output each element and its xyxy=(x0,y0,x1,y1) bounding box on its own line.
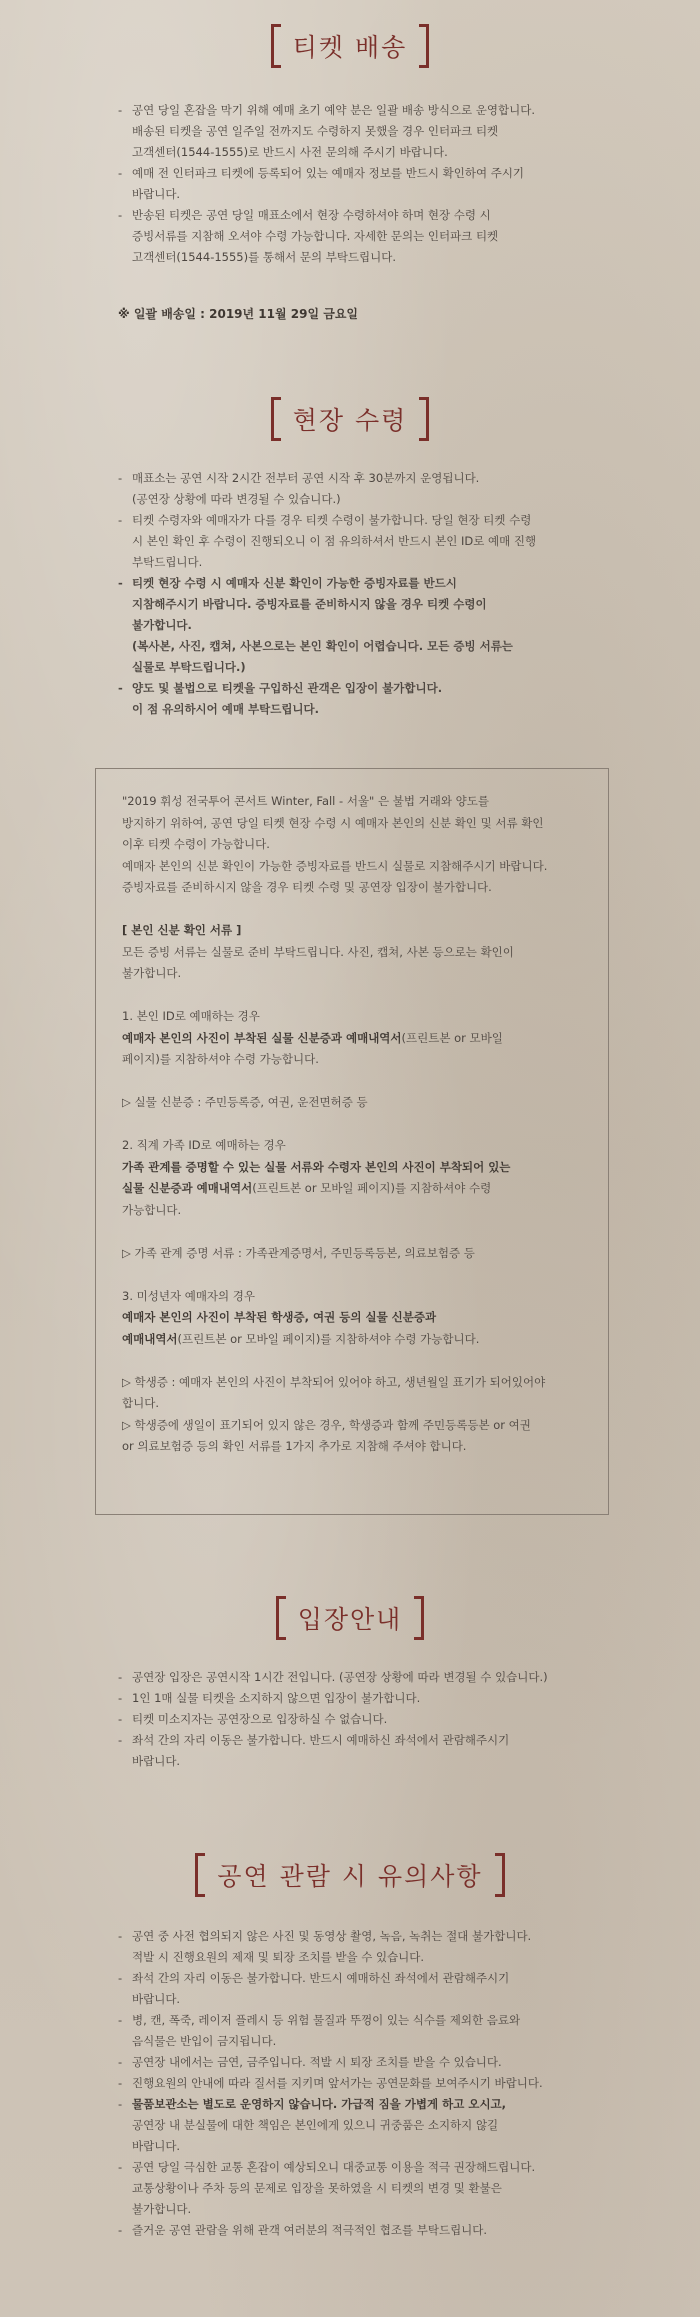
notice-case3-rest: (프린트본 or 모바일 페이지)를 지참하셔야 수령 가능합니다. xyxy=(177,1331,480,1346)
entry-title-wrap xyxy=(0,1596,700,1640)
delivery-item-3-line-1: - 반송된 티켓은 공연 당일 매표소에서 현장 수령하셔야 하며 현장 수령 시 xyxy=(132,208,491,222)
caution-item-8-line-1: - 즐거운 공연 관람을 위해 관객 여러분의 적극적인 협조를 부탁드립니다. xyxy=(132,2223,488,2237)
notice-case3-line-2 xyxy=(122,1329,584,1351)
entry-item-2 xyxy=(118,1688,588,1709)
pickup-item-1-line-2: (공연장 상황에 따라 변경될 수 있습니다.) xyxy=(132,492,341,506)
cautions-title-wrap xyxy=(0,1853,700,1897)
pickup-item-4-line-2: 이 점 유의하시어 예매 부탁드립니다. xyxy=(132,702,320,716)
notice-case1-title: 1. 본인 ID로 예매하는 경우 xyxy=(122,1009,260,1023)
notice-intro-line-2: 방지하기 위하여, 공연 당일 티켓 현장 수령 시 예매자 본인의 신분 확인 및 서류 확인 xyxy=(122,815,544,830)
notice-intro-line-4: 예매자 본인의 신분 확인이 가능한 증빙자료를 반드시 실물로 지참해주시기 바랍니다. xyxy=(122,858,548,873)
notice-docs-desc-line-2: 불가합니다. xyxy=(122,966,182,980)
pickup-item-3-line-5: 실물로 부탁드립니다.) xyxy=(132,660,246,674)
caution-item-4-line-1: - 공연장 내에서는 금연, 금주입니다. 적발 시 퇴장 조치를 받을 수 있습니다. xyxy=(132,2055,502,2069)
notice-case1-line-2: 페이지)를 지참하셔야 수령 가능합니다. xyxy=(122,1052,319,1066)
notice-case2-rest: (프린트본 or 모바일 페이지)를 지참하셔야 수령 xyxy=(252,1181,492,1195)
caution-item-4 xyxy=(118,2052,588,2073)
entry-item-4-line-1: - 좌석 간의 자리 이동은 불가합니다. 반드시 예매하신 좌석에서 관람해주시기 xyxy=(132,1733,510,1747)
pickup-item-2-line-1: - 티켓 수령자와 예매자가 다를 경우 티켓 수령이 불가합니다. 당일 현장 티켓 수령 xyxy=(132,513,532,527)
delivery-title: 티켓 배송 xyxy=(271,24,430,68)
caution-item-1 xyxy=(118,1926,588,1968)
pickup-item-3-line-4: (복사본, 사진, 캡쳐, 사본으로는 본인 확인이 어렵습니다. 모든 증빙 서류는 xyxy=(132,639,513,653)
pickup-item-4 xyxy=(118,678,588,720)
notice-case3-example-line-1: ▷ 학생증 : 예매자 본인의 사진이 부착되어 있어야 하고, 생년월일 표기가 되어있어야 xyxy=(122,1374,546,1389)
notice-case3-example-line-2: 합니다. xyxy=(122,1396,159,1410)
pickup-item-1 xyxy=(118,468,588,510)
entry-item-1 xyxy=(118,1667,588,1688)
delivery-item-1-line-2: 배송된 티켓을 공연 일주일 전까지도 수령하지 못했을 경우 인터파크 티켓 xyxy=(132,124,499,138)
pickup-item-3-line-2: 지참해주시기 바랍니다. 증빙자료를 준비하시지 않을 경우 티켓 수령이 xyxy=(132,597,487,611)
entry-item-4-line-2: 바랍니다. xyxy=(132,1754,181,1768)
notice-docs-desc-line-1: 모든 증빙 서류는 실물로 준비 부탁드립니다. 사진, 캡쳐, 사본 등으로는 확인이 xyxy=(122,944,514,959)
notice-case3-title: 3. 미성년자 예매자의 경우 xyxy=(122,1288,256,1303)
notice-case1-line-1 xyxy=(122,1028,584,1050)
delivery-item-3 xyxy=(118,205,588,268)
caution-item-2-line-1: - 좌석 간의 자리 이동은 불가합니다. 반드시 예매하신 좌석에서 관람해주시기 xyxy=(132,1971,510,1985)
pickup-list xyxy=(118,468,588,720)
caution-item-3-line-2: 음식물은 반입이 금지됩니다. xyxy=(132,2034,277,2048)
caution-item-1-line-1: - 공연 중 사전 협의되지 않은 사진 및 동영상 촬영, 녹음, 녹취는 절대 불가합니다. xyxy=(132,1929,532,1943)
caution-item-6-line-3: 바랍니다. xyxy=(132,2139,181,2153)
notice-case2-title: 2. 직계 가족 ID로 예매하는 경우 xyxy=(122,1138,286,1152)
entry-item-2-line-1: - 1인 1매 실물 티켓을 소지하지 않으면 입장이 불가합니다. xyxy=(132,1691,421,1705)
pickup-title: 현장 수령 xyxy=(271,397,430,441)
caution-item-2 xyxy=(118,1968,588,2010)
notice-case2-line-1: 가족 관계를 증명할 수 있는 실물 서류와 수령자 본인의 사진이 부착되어 있는 xyxy=(122,1159,511,1174)
notice-case3-line-1: 예매자 본인의 사진이 부착된 학생증, 여권 등의 실물 신분증과 xyxy=(122,1310,437,1324)
pickup-item-3 xyxy=(118,573,588,678)
delivery-item-1 xyxy=(118,100,588,163)
caution-item-6 xyxy=(118,2094,588,2157)
caution-item-7 xyxy=(118,2157,588,2220)
delivery-item-2-line-1: - 예매 전 인터파크 티켓에 등록되어 있는 예매자 정보를 반드시 확인하여 주시기 xyxy=(132,166,525,180)
notice-case2-bold: 실물 신분증과 예매내역서 xyxy=(122,1181,253,1195)
caution-item-3-line-1: - 병, 캔, 폭죽, 레이저 플레시 등 위험 물질과 뚜껑이 있는 식수를 제외한 음료와 xyxy=(132,2013,521,2027)
notice-case1-rest: (프린트본 or 모바일 xyxy=(401,1030,503,1045)
caution-item-7-line-1: - 공연 당일 극심한 교통 혼잡이 예상되오니 대중교통 이용을 적극 권장해드립니다. xyxy=(132,2160,536,2174)
caution-item-6-line-2: 공연장 내 분실물에 대한 책임은 본인에게 있으니 귀중품은 소지하지 않길 xyxy=(132,2118,499,2132)
pickup-item-2-line-3: 부탁드립니다. xyxy=(132,555,203,569)
delivery-title-wrap xyxy=(0,24,700,68)
notice-box xyxy=(95,768,609,1515)
caution-item-7-line-3: 불가합니다. xyxy=(132,2202,192,2216)
cautions-title: 공연 관람 시 유의사항 xyxy=(195,1853,504,1897)
cautions-list xyxy=(118,1926,588,2241)
pickup-title-wrap xyxy=(0,397,700,441)
entry-list xyxy=(118,1667,588,1772)
delivery-item-1-line-3: 고객센터(1544-1555)로 반드시 사전 문의해 주시기 바랍니다. xyxy=(132,145,448,159)
entry-title: 입장안내 xyxy=(276,1596,425,1640)
delivery-list xyxy=(118,100,588,268)
pickup-item-2-line-2: 시 본인 확인 후 수령이 진행되오니 이 점 유의하셔서 반드시 본인 ID로 예매 진행 xyxy=(132,534,537,548)
caution-item-2-line-2: 바랍니다. xyxy=(132,1992,181,2006)
caution-item-8 xyxy=(118,2220,588,2241)
pickup-item-4-line-1: - 양도 및 불법으로 티켓을 구입하신 관객은 입장이 불가합니다. xyxy=(132,681,443,695)
delivery-item-1-line-1: - 공연 당일 혼잡을 막기 위해 예매 초기 예약 분은 일괄 배송 방식으로 운영합니다. xyxy=(132,103,536,117)
notice-intro-line-1: "2019 휘성 전국투어 콘서트 Winter, Fall - 서울" 은 불법 거래와 양도를 xyxy=(122,794,489,808)
delivery-item-3-line-3: 고객센터(1544-1555)를 통해서 문의 부탁드립니다. xyxy=(132,250,397,264)
notice-case3-example-line-4: or 의료보험증 등의 확인 서류를 1가지 추가로 지참해 주셔야 합니다. xyxy=(122,1439,467,1453)
notice-case2-line-3: 가능합니다. xyxy=(122,1202,182,1217)
entry-item-1-line-1: - 공연장 입장은 공연시작 1시간 전입니다. (공연장 상황에 따라 변경될 수 있습니다.) xyxy=(132,1670,548,1684)
entry-item-3-line-1: - 티켓 미소지자는 공연장으로 입장하실 수 없습니다. xyxy=(132,1712,388,1726)
notice-case3-example-line-3: ▷ 학생증에 생일이 표기되어 있지 않은 경우, 학생증과 함께 주민등록등본 or 여권 xyxy=(122,1417,531,1432)
delivery-note: ※ 일괄 배송일 : 2019년 11월 29일 금요일 xyxy=(118,307,359,321)
caution-item-5 xyxy=(118,2073,588,2094)
delivery-item-3-line-2: 증빙서류를 지참해 오셔야 수령 가능합니다. 자세한 문의는 인터파크 티켓 xyxy=(132,229,499,243)
notice-intro-line-3: 이후 티켓 수령이 가능합니다. xyxy=(122,837,270,851)
caution-item-6-line-1: - 물품보관소는 별도로 운영하지 않습니다. 가급적 짐을 가볍게 하고 오시고, xyxy=(132,2097,507,2111)
entry-item-4 xyxy=(118,1730,588,1772)
caution-item-1-line-2: 적발 시 진행요원의 제재 및 퇴장 조치를 받을 수 있습니다. xyxy=(132,1950,425,1964)
pickup-item-3-line-3: 불가합니다. xyxy=(132,618,192,632)
caution-item-3 xyxy=(118,2010,588,2052)
notice-intro-line-5: 증빙자료를 준비하시지 않을 경우 티켓 수령 및 공연장 입장이 불가합니다. xyxy=(122,880,492,894)
delivery-item-2-line-2: 바랍니다. xyxy=(132,187,181,201)
entry-item-3 xyxy=(118,1709,588,1730)
notice-docs-title: [ 본인 신분 확인 서류 ] xyxy=(122,923,242,937)
pickup-item-2 xyxy=(118,510,588,573)
delivery-item-2 xyxy=(118,163,588,205)
notice-case2-line-2 xyxy=(122,1178,584,1200)
notice-case3-bold: 예매내역서 xyxy=(122,1331,178,1346)
notice-case2-example: ▷ 가족 관계 증명 서류 : 가족관계증명서, 주민등록등본, 의료보험증 등 xyxy=(122,1245,475,1260)
notice-case1-bold: 예매자 본인의 사진이 부착된 실물 신분증과 예매내역서 xyxy=(122,1030,402,1045)
notice-case1-example: ▷ 실물 신분증 : 주민등록증, 여권, 운전면허증 등 xyxy=(122,1095,368,1109)
caution-item-5-line-1: - 진행요원의 안내에 따라 질서를 지키며 앞서가는 공연문화를 보여주시기 바랍니다. xyxy=(132,2076,543,2090)
caution-item-7-line-2: 교통상황이나 주차 등의 문제로 입장을 못하였을 시 티켓의 변경 및 환불은 xyxy=(132,2181,502,2195)
pickup-item-3-line-1: - 티켓 현장 수령 시 예매자 신분 확인이 가능한 증빙자료를 반드시 xyxy=(132,576,457,590)
pickup-item-1-line-1: - 매표소는 공연 시작 2시간 전부터 공연 시작 후 30분까지 운영됩니다. xyxy=(132,471,480,485)
